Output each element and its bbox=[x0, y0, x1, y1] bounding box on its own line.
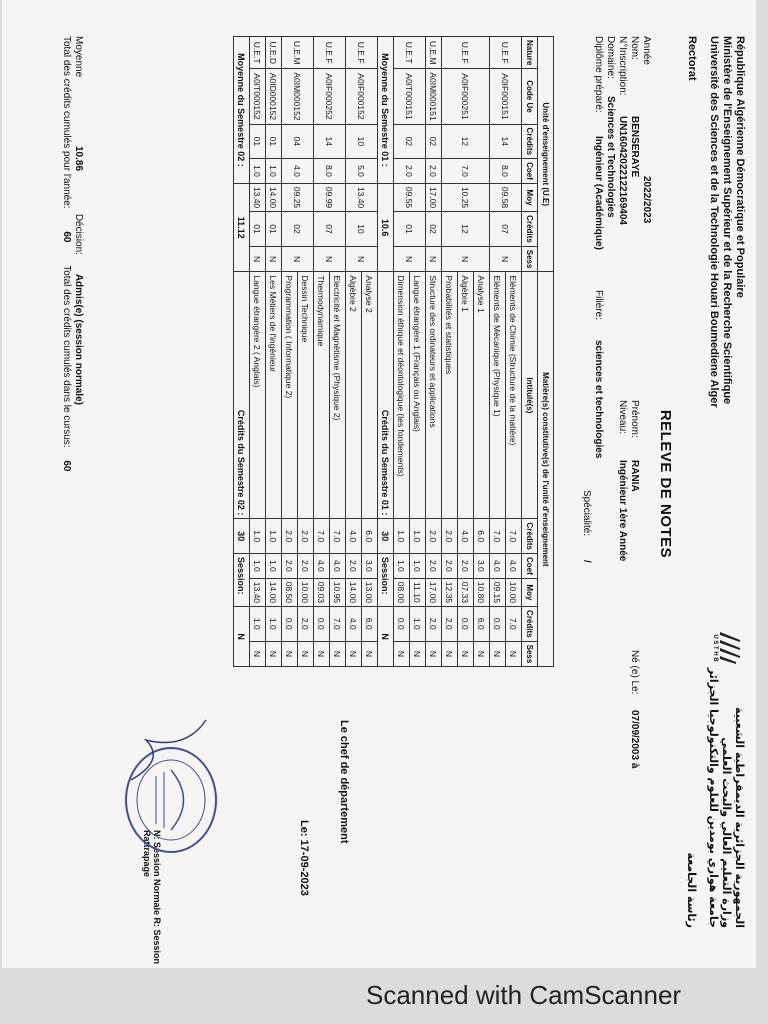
rotated-transcript bbox=[2, 0, 756, 968]
matiere-moy: 13.00 bbox=[362, 578, 378, 606]
matiere-name: Les Métiers de l'ingénieur bbox=[266, 272, 282, 519]
semester-moyenne-value: 10.6 bbox=[378, 183, 394, 272]
matiere-sess: N bbox=[330, 641, 346, 667]
inscription-value: UN16042022122169404 bbox=[617, 116, 628, 225]
credits-cursus-value: 60 bbox=[61, 460, 72, 472]
col-coef-m: Coef bbox=[522, 553, 538, 578]
matiere-moy: 08.00 bbox=[394, 578, 410, 606]
ue-sess: N bbox=[250, 246, 266, 272]
matiere-moy: 12.35 bbox=[442, 578, 458, 606]
ue-moy: 09.55 bbox=[394, 183, 426, 211]
semester-session-label: Session: bbox=[378, 553, 394, 606]
matiere-name: Langue étrangère 1 (Français ou Anglais) bbox=[410, 272, 426, 519]
matiere-coef: 4.0 bbox=[314, 553, 330, 578]
header-line: République Algérienne Démocratique et Populaire bbox=[734, 36, 746, 298]
ue-moy: 09.58 bbox=[490, 183, 522, 211]
matiere-coef: 4.0 bbox=[506, 553, 522, 578]
matiere-moy: 07.33 bbox=[458, 578, 474, 606]
ue-code: A0ID000152 bbox=[266, 69, 282, 124]
prenom-label: Prénom: bbox=[629, 400, 640, 438]
grades-body bbox=[234, 37, 522, 667]
matiere-name: Analyse 2 bbox=[362, 272, 378, 519]
col-nature: Nature bbox=[522, 37, 538, 69]
matiere-coef: 2.0 bbox=[442, 553, 458, 578]
ne-value: 07/09/2003 à bbox=[629, 710, 640, 769]
matiere-name: Dessin Technique bbox=[298, 272, 314, 519]
matiere-moy: 09.15 bbox=[490, 578, 506, 606]
matiere-coef: 2.0 bbox=[458, 553, 474, 578]
ue-sess: N bbox=[426, 246, 442, 272]
header-french bbox=[707, 36, 746, 408]
matiere-cred: 0.0 bbox=[282, 607, 298, 642]
matiere-cred: 7.0 bbox=[506, 607, 522, 642]
domaine-label: Domaine: bbox=[605, 36, 616, 79]
matiere-coef: 3.0 bbox=[362, 553, 378, 578]
ue-cred: 12 bbox=[442, 212, 490, 247]
semester-credits-value: 30 bbox=[378, 519, 394, 554]
ue-cred: 07 bbox=[490, 212, 522, 247]
logo-icon bbox=[718, 628, 744, 668]
ne-label: Né (e) Le: bbox=[629, 650, 640, 695]
prenom-value: RANIA bbox=[629, 460, 640, 492]
ue-credits: 12 bbox=[442, 124, 490, 159]
nom-label: Nom: bbox=[629, 36, 640, 60]
ue-moy: 13.40 bbox=[250, 183, 266, 211]
ue-code: A0IT000151 bbox=[394, 69, 426, 124]
matiere-moy: 10.00 bbox=[298, 578, 314, 606]
semester-moyenne-label: Moyenne du Semestre 02 : bbox=[234, 37, 250, 184]
matiere-moy: 17.00 bbox=[426, 578, 442, 606]
matiere-name: Dimension éthique et déontologique (les fondements) bbox=[394, 272, 410, 519]
matiere-name: Eléments de Chimie (Structure de la matière) bbox=[506, 272, 522, 519]
matiere-name: Thermodynamique bbox=[314, 272, 330, 519]
matiere-moy: 08.50 bbox=[282, 578, 298, 606]
matiere-credits: 7.0 bbox=[314, 519, 330, 554]
matiere-moy: 10.80 bbox=[474, 578, 490, 606]
ue-nature: U.E.M bbox=[282, 37, 314, 69]
annee-label: Année bbox=[641, 36, 652, 65]
matiere-credits: 6.0 bbox=[362, 519, 378, 554]
matiere-coef: 3.0 bbox=[474, 553, 490, 578]
matiere-sess: N bbox=[426, 641, 442, 667]
annee-value: 2022/2023 bbox=[641, 176, 652, 224]
matiere-credits: 1.0 bbox=[410, 519, 426, 554]
matiere-cred: 0.0 bbox=[394, 607, 410, 642]
matiere-sess: N bbox=[394, 641, 410, 667]
filiere-label: Filière: bbox=[593, 290, 604, 321]
rectorat-label: Rectorat bbox=[686, 36, 698, 81]
ue-nature: U.E.F bbox=[314, 37, 346, 69]
decision-value: Admis(e) (session normale) bbox=[73, 273, 84, 405]
matiere-sess: N bbox=[442, 641, 458, 667]
matiere-cred: 0.0 bbox=[458, 607, 474, 642]
matiere-coef: 2.0 bbox=[346, 553, 362, 578]
matiere-coef: 4.0 bbox=[330, 553, 346, 578]
matiere-cred: 0.0 bbox=[314, 607, 330, 642]
matiere-cred: 1.0 bbox=[410, 607, 426, 642]
ue-credits: 01 bbox=[250, 124, 266, 159]
ue-sess: N bbox=[314, 246, 346, 272]
ue-cred: 01 bbox=[394, 212, 426, 247]
col-credits2: Crédits bbox=[522, 212, 538, 247]
matiere-credits: 7.0 bbox=[506, 519, 522, 554]
matiere-cred: 0.0 bbox=[490, 607, 506, 642]
ue-cred: 07 bbox=[314, 212, 346, 247]
ue-coef: 5.0 bbox=[346, 159, 378, 184]
matiere-sess: N bbox=[362, 641, 378, 667]
matiere-sess: N bbox=[506, 641, 522, 667]
header-ar-line: جامعة هواري بومدين للعلوم والتكنولوجيا الجزائر bbox=[707, 667, 720, 928]
header-arabic bbox=[707, 668, 746, 928]
matieres-header: Matière(s) constitutive(s) de l'unité d'enseignement bbox=[538, 272, 554, 667]
ue-moy: 17.00 bbox=[426, 183, 442, 211]
ue-cred: 01 bbox=[250, 212, 266, 247]
ue-moy: 09.99 bbox=[314, 183, 346, 211]
matiere-name: Algèbre 2 bbox=[346, 272, 362, 519]
matiere-credits: 2.0 bbox=[426, 519, 442, 554]
ue-code: A0IT000152 bbox=[250, 69, 266, 124]
ue-credits: 02 bbox=[426, 124, 442, 159]
matiere-sess: N bbox=[266, 641, 282, 667]
matiere-moy: 13.40 bbox=[250, 578, 266, 606]
matiere-name: Langue étrangère 2 ( Anglais) bbox=[250, 272, 266, 519]
table-row bbox=[362, 37, 378, 667]
ue-coef: 8.0 bbox=[490, 159, 522, 184]
matiere-sess: N bbox=[346, 641, 362, 667]
semester-summary-row bbox=[378, 37, 394, 667]
ue-credits: 14 bbox=[314, 124, 346, 159]
inscription-label: N°Inscription: bbox=[617, 36, 628, 96]
grades-table bbox=[233, 36, 554, 667]
matiere-name: Probabilités et statistiques bbox=[442, 272, 458, 519]
matiere-moy: 14.00 bbox=[266, 578, 282, 606]
semester-session-value: N bbox=[234, 607, 250, 667]
ue-credits: 01 bbox=[266, 124, 282, 159]
student-info-birth bbox=[628, 650, 640, 768]
credits-annee-label: Total des crédits cumulés pour l'année: bbox=[61, 36, 72, 209]
matiere-name: Programmation ( Informatique 2) bbox=[282, 272, 298, 519]
matiere-cred: 4.0 bbox=[346, 607, 362, 642]
ue-cred: 02 bbox=[282, 212, 314, 247]
credits-annee-value: 60 bbox=[61, 231, 72, 243]
ue-coef: 7.0 bbox=[442, 159, 490, 184]
matiere-credits: 7.0 bbox=[330, 519, 346, 554]
matiere-credits: 1.0 bbox=[394, 519, 410, 554]
matiere-sess: N bbox=[250, 641, 266, 667]
ue-coef: 2.0 bbox=[394, 159, 426, 184]
matiere-name: Eléments de Mécanique (Physique 1) bbox=[490, 272, 506, 519]
matiere-sess: N bbox=[474, 641, 490, 667]
session-legend: N: Session Normale R: Session Rattrapage bbox=[142, 830, 162, 965]
official-stamp bbox=[116, 710, 226, 860]
matiere-moy: 11.10 bbox=[410, 578, 426, 606]
specialite-value: / bbox=[581, 560, 592, 563]
ue-cred: 02 bbox=[426, 212, 442, 247]
matiere-cred: 2.0 bbox=[298, 607, 314, 642]
ue-moy: 13.40 bbox=[346, 183, 378, 211]
ue-credits: 10 bbox=[346, 124, 378, 159]
ue-sess: N bbox=[282, 246, 314, 272]
matiere-coef: 1.0 bbox=[394, 553, 410, 578]
col-moy-m: Moy bbox=[522, 578, 538, 606]
semester-summary-row bbox=[234, 37, 250, 667]
matiere-cred: 6.0 bbox=[474, 607, 490, 642]
ue-header: Unité d'enseignement (U.E) bbox=[538, 37, 554, 272]
ue-credits: 04 bbox=[282, 124, 314, 159]
filiere-value: sciences et technologies bbox=[593, 340, 604, 459]
ue-credits: 14 bbox=[490, 124, 522, 159]
matiere-credits: 2.0 bbox=[282, 519, 298, 554]
matiere-moy: 10.95 bbox=[330, 578, 346, 606]
matiere-sess: N bbox=[458, 641, 474, 667]
student-info-middle bbox=[616, 400, 640, 561]
col-sess-m: Sess bbox=[522, 641, 538, 667]
table-row bbox=[330, 37, 346, 667]
matiere-cred: 6.0 bbox=[362, 607, 378, 642]
matiere-moy: 09.03 bbox=[314, 578, 330, 606]
matiere-credits: 4.0 bbox=[346, 519, 362, 554]
matiere-sess: N bbox=[298, 641, 314, 667]
matiere-credits: 4.0 bbox=[458, 519, 474, 554]
ue-nature: U.E.F bbox=[490, 37, 522, 69]
semester-session-label: Session: bbox=[234, 553, 250, 606]
ue-cred: 01 bbox=[266, 212, 282, 247]
semester-credits-label: Crédits du Semestre 01 : bbox=[378, 272, 394, 519]
ue-nature: U.E.F bbox=[442, 37, 490, 69]
page-title: RELEVE DE NOTES bbox=[657, 409, 674, 559]
ue-sess: N bbox=[490, 246, 522, 272]
ue-code: A0IF000252 bbox=[314, 69, 346, 124]
ue-nature: U.E.T bbox=[394, 37, 426, 69]
matiere-coef: 2.0 bbox=[426, 553, 442, 578]
col-intitule: Intitulé(s) bbox=[522, 272, 538, 519]
matiere-coef: 4.0 bbox=[490, 553, 506, 578]
matiere-name: Structure des ordinateurs et applications bbox=[426, 272, 442, 519]
col-credits-m: Crédits bbox=[522, 519, 538, 554]
specialite-label: Spécialité: bbox=[581, 490, 592, 537]
matiere-credits: 6.0 bbox=[474, 519, 490, 554]
ue-code: A0IM000152 bbox=[282, 69, 314, 124]
header-line: Ministère de l'Enseignement Supérieur et de la Recherche Scientifique bbox=[721, 36, 733, 405]
table-row bbox=[266, 37, 282, 667]
nom-value: BENSERAYE bbox=[629, 116, 640, 178]
student-info-specialite bbox=[580, 490, 592, 563]
matiere-name: Electricité et Magnétisme (Physique 2) bbox=[330, 272, 346, 519]
footer-block bbox=[60, 36, 84, 471]
ue-sess: N bbox=[442, 246, 490, 272]
matiere-moy: 10.00 bbox=[506, 578, 522, 606]
chef-departement: Le chef de département bbox=[338, 720, 350, 844]
ue-nature: U.E.T bbox=[250, 37, 266, 69]
ue-coef: 1.0 bbox=[250, 159, 266, 184]
niveau-label: Niveau: bbox=[617, 400, 628, 434]
diplome-value: Ingénieur (Académique) bbox=[593, 136, 604, 250]
matiere-name: Algèbre 1 bbox=[458, 272, 474, 519]
matiere-credits: 1.0 bbox=[250, 519, 266, 554]
ue-nature: U.E.F bbox=[346, 37, 378, 69]
table-row bbox=[410, 37, 426, 667]
matiere-sess: N bbox=[282, 641, 298, 667]
col-sess: Sess bbox=[522, 246, 538, 272]
header-ar-line: وزارة التعليم العالي والبحث العلمي bbox=[720, 737, 733, 928]
ue-sess: N bbox=[346, 246, 378, 272]
decision-label: Décision: bbox=[73, 213, 84, 255]
ue-coef: 2.0 bbox=[426, 159, 442, 184]
ue-coef: 8.0 bbox=[314, 159, 346, 184]
ue-nature: U.E.D bbox=[266, 37, 282, 69]
table-row bbox=[474, 37, 490, 667]
ue-code: A0IF000251 bbox=[442, 69, 490, 124]
ue-code: A0IF000152 bbox=[346, 69, 378, 124]
semester-credits-label: Crédits du Semestre 02 : bbox=[234, 272, 250, 519]
matiere-sess: N bbox=[410, 641, 426, 667]
matiere-cred: 2.0 bbox=[426, 607, 442, 642]
logo-text: U S T H B bbox=[712, 634, 718, 662]
matiere-cred: 7.0 bbox=[330, 607, 346, 642]
semester-moyenne-value: 11.12 bbox=[234, 183, 250, 272]
matiere-coef: 1.0 bbox=[266, 553, 282, 578]
header-ar-line: الجمهورية الجزائرية الديمقراطية الشعبية bbox=[733, 707, 746, 928]
ue-coef: 4.0 bbox=[282, 159, 314, 184]
col-code: Code Ue bbox=[522, 69, 538, 124]
diplome-label: Diplôme préparé: bbox=[593, 36, 604, 113]
semester-credits-value: 30 bbox=[234, 519, 250, 554]
table-row bbox=[426, 37, 442, 667]
ue-code: A0IM000151 bbox=[426, 69, 442, 124]
table-row bbox=[250, 37, 266, 667]
camscanner-watermark: Scanned with CamScanner bbox=[366, 980, 682, 1010]
semester-moyenne-label: Moyenne du Semestre 01 : bbox=[378, 37, 394, 184]
rectorat-arabic: رئاسة الجامعة bbox=[685, 852, 698, 928]
ue-moy: 09.25 bbox=[282, 183, 314, 211]
table-row bbox=[298, 37, 314, 667]
matiere-credits: 2.0 bbox=[298, 519, 314, 554]
student-info-filiere bbox=[592, 290, 604, 458]
header-line: Université des Sciences et de la Technologie Houari Boumediene Alger bbox=[708, 36, 720, 408]
domaine-value: Sciences et Technologies bbox=[605, 96, 616, 218]
moyenne-annuelle-label: Moyenne bbox=[73, 36, 84, 78]
matiere-sess: N bbox=[490, 641, 506, 667]
ue-moy: 10.25 bbox=[442, 183, 490, 211]
student-info-left bbox=[592, 36, 652, 250]
matiere-moy: 14.00 bbox=[346, 578, 362, 606]
matiere-cred: 1.0 bbox=[250, 607, 266, 642]
matiere-credits: 7.0 bbox=[490, 519, 506, 554]
matiere-cred: 2.0 bbox=[442, 607, 458, 642]
matiere-coef: 1.0 bbox=[410, 553, 426, 578]
matiere-credits: 1.0 bbox=[266, 519, 282, 554]
ue-coef: 1.0 bbox=[266, 159, 282, 184]
niveau-value: Ingénieur 1ère Année bbox=[617, 460, 628, 562]
ue-moy: 14.00 bbox=[266, 183, 282, 211]
ue-code: A0IF000151 bbox=[490, 69, 522, 124]
matiere-coef: 2.0 bbox=[298, 553, 314, 578]
matiere-credits: 2.0 bbox=[442, 519, 458, 554]
ue-sess: N bbox=[394, 246, 426, 272]
matiere-sess: N bbox=[314, 641, 330, 667]
moyenne-annuelle-value: 10.86 bbox=[73, 146, 84, 172]
matiere-name: Analyse 1 bbox=[474, 272, 490, 519]
document-page bbox=[2, 0, 756, 968]
col-credits-m2: Crédits bbox=[522, 607, 538, 642]
date-signature: Le: 17-09-2023 bbox=[298, 820, 310, 896]
ue-cred: 10 bbox=[346, 212, 378, 247]
col-moy: Moy bbox=[522, 183, 538, 211]
ue-sess: N bbox=[266, 246, 282, 272]
matiere-coef: 1.0 bbox=[250, 553, 266, 578]
semester-session-value: N bbox=[378, 607, 394, 667]
col-coef: Coef bbox=[522, 159, 538, 184]
ue-nature: U.E.M bbox=[426, 37, 442, 69]
ue-credits: 02 bbox=[394, 124, 426, 159]
matiere-coef: 2.0 bbox=[282, 553, 298, 578]
col-credits: Crédits bbox=[522, 124, 538, 159]
table-row bbox=[506, 37, 522, 667]
credits-cursus-label: Total des crédits cumulés dans le cursus: bbox=[61, 265, 72, 448]
matiere-cred: 1.0 bbox=[266, 607, 282, 642]
